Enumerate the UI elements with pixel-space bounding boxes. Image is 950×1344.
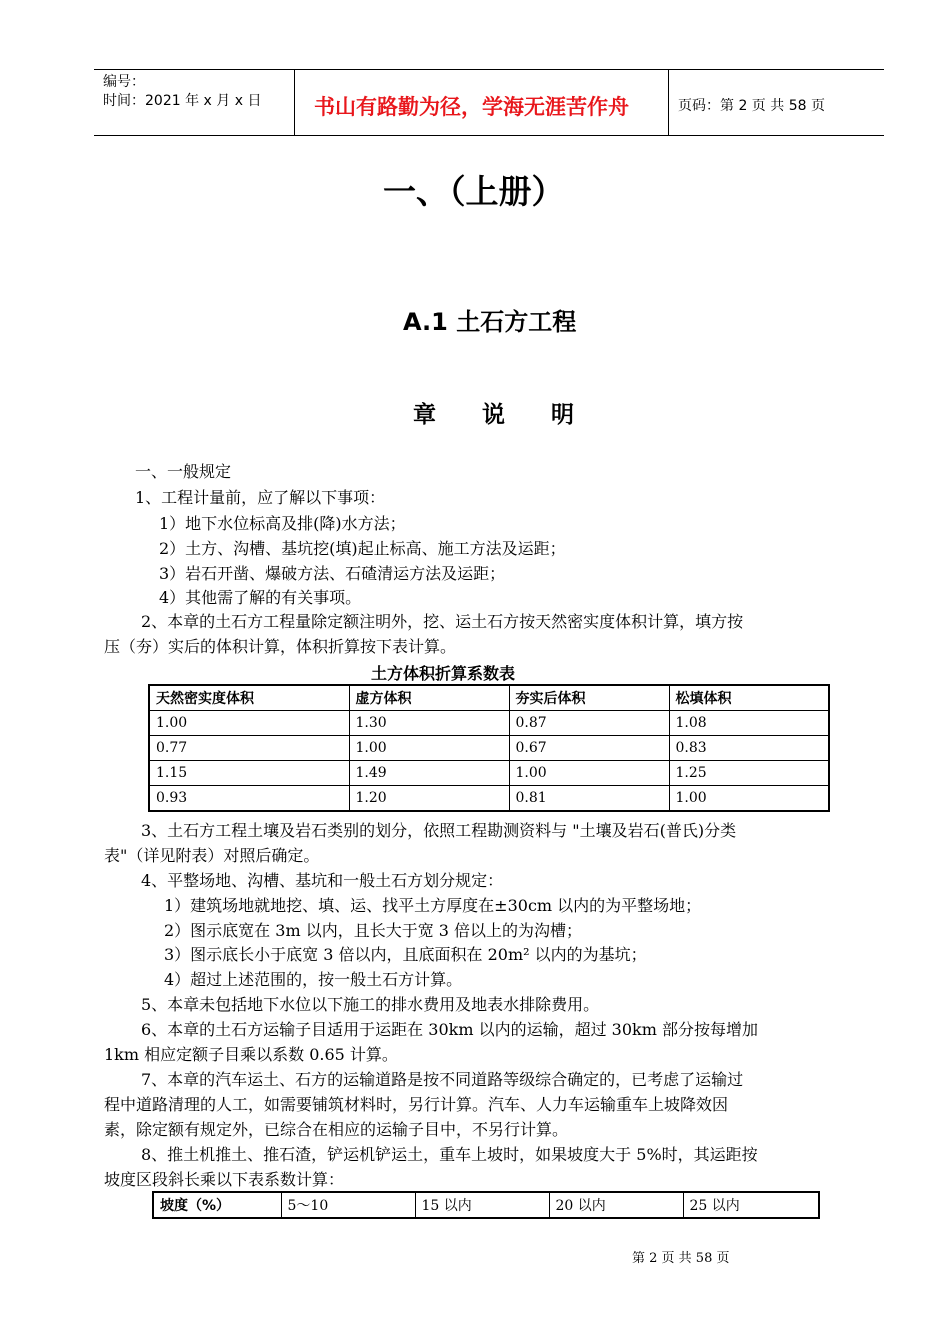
paragraph-rule-8-line-2: 坡度区段斜长乘以下表系数计算： [104, 1170, 345, 1189]
table-header-cell: 夯实后体积 [509, 685, 669, 711]
paragraph-rule-4-item-2: 2）图示底宽在 3m 以内，且长大于宽 3 倍以上的为沟槽； [164, 921, 583, 940]
table-cell: 1.00 [509, 761, 669, 786]
table-cell: 25 以内 [683, 1192, 819, 1218]
slope-header-cell: 坡度（%） [153, 1192, 281, 1218]
section-title: A.1 土石方工程 [403, 308, 577, 336]
header-top-rule [94, 69, 884, 70]
table-cell: 0.83 [669, 736, 829, 761]
table-cell: 1.15 [149, 761, 349, 786]
table-header-cell: 虚方体积 [349, 685, 509, 711]
table-cell: 0.93 [149, 786, 349, 812]
paragraph-rule-7-line-3: 素，除定额有规定外，已综合在相应的运输子目中，不另行计算。 [104, 1120, 569, 1139]
header-divider-left [294, 69, 295, 136]
chapter-title: 章 说 明 [413, 402, 574, 428]
paragraph-rule-2-line-2: 压（夯）实后的体积计算，体积折算按下表计算。 [104, 637, 457, 656]
paragraph-rule-7-line-2: 程中道路清理的人工，如需要铺筑材料时，另行计算。汽车、人力车运输重车上坡降效因 [104, 1095, 729, 1114]
volume-title: 一、（上册） [383, 172, 565, 211]
table-cell: 1.25 [669, 761, 829, 786]
table-cell: 0.87 [509, 711, 669, 736]
table-cell: 1.49 [349, 761, 509, 786]
paragraph-rule-1: 1、工程计量前，应了解以下事项： [135, 488, 386, 507]
table-cell: 1.20 [349, 786, 509, 812]
table-caption: 土方体积折算系数表 [371, 664, 516, 683]
paragraph-rule-2-line-1: 2、本章的土石方工程量除定额注明外，挖、运土石方按天然密实度体积计算，填方按 [141, 612, 744, 631]
paragraph-rule-8-line-1: 8、推土机推土、推石渣，铲运机铲运土，重车上坡时，如果坡度大于 5%时，其运距按 [141, 1145, 758, 1164]
table-row [149, 711, 829, 736]
paragraph-rule-4-item-4: 4）超过上述范围的，按一般土石方计算。 [164, 970, 463, 989]
document-time-label: 时间：2021 年 x 月 x 日 [103, 93, 262, 109]
paragraph-rule-1-item-1: 1）地下水位标高及排(降)水方法； [159, 514, 406, 533]
paragraph-general-rules: 一、一般规定 [135, 462, 232, 481]
slope-coefficient-table [152, 1191, 820, 1219]
page-footer: 第 2 页 共 58 页 [632, 1251, 730, 1266]
paragraph-rule-1-item-4: 4）其他需了解的有关事项。 [159, 588, 362, 607]
paragraph-rule-4-item-3: 3）图示底长小于底宽 3 倍以内，且底面积在 20m² 以内的为基坑； [164, 945, 647, 964]
table-cell: 1.00 [669, 786, 829, 812]
table-cell: 1.00 [349, 736, 509, 761]
paragraph-rule-4-item-1: 1）建筑场地就地挖、填、运、找平土方厚度在±30cm 以内的为平整场地； [164, 896, 702, 915]
table-cell: 1.30 [349, 711, 509, 736]
table-header-cell: 松填体积 [669, 685, 829, 711]
conversion-table [148, 684, 830, 812]
table-row [153, 1192, 819, 1218]
header-page-label: 页码：第 2 页 共 58 页 [678, 98, 825, 114]
header-motto: 书山有路勤为径，学海无涯苦作舟 [314, 95, 629, 119]
table-header-row [149, 685, 829, 711]
paragraph-rule-6-line-2: 1km 相应定额子目乘以系数 0.65 计算。 [104, 1045, 398, 1064]
header-divider-right [668, 69, 669, 136]
table-row [149, 736, 829, 761]
table-row [149, 786, 829, 812]
header-bottom-rule [94, 135, 884, 136]
table-row [149, 761, 829, 786]
paragraph-rule-1-item-2: 2）土方、沟槽、基坑挖(填)起止标高、施工方法及运距； [159, 539, 566, 558]
table-cell: 5～10 [281, 1192, 415, 1218]
table-cell: 20 以内 [549, 1192, 683, 1218]
paragraph-rule-6-line-1: 6、本章的土石方运输子目适用于运距在 30km 以内的运输，超过 30km 部分按每增加 [141, 1020, 758, 1039]
table-cell: 15 以内 [415, 1192, 549, 1218]
table-cell: 0.67 [509, 736, 669, 761]
table-cell: 1.00 [149, 711, 349, 736]
paragraph-rule-4: 4、平整场地、沟槽、基坑和一般土石方划分规定： [141, 871, 504, 890]
table-cell: 0.81 [509, 786, 669, 812]
document-number-label: 编号： [103, 74, 145, 90]
paragraph-rule-1-item-3: 3）岩石开凿、爆破方法、石碴清运方法及运距； [159, 564, 506, 583]
table-header-cell: 天然密实度体积 [149, 685, 349, 711]
paragraph-rule-5: 5、本章未包括地下水位以下施工的排水费用及地表水排除费用。 [141, 995, 600, 1014]
paragraph-rule-3-line-2: 表"（详见附表）对照后确定。 [104, 846, 320, 865]
paragraph-rule-3-line-1: 3、土石方工程土壤及岩石类别的划分，依照工程勘测资料与 "土壤及岩石(普氏)分类 [141, 821, 737, 840]
table-cell: 0.77 [149, 736, 349, 761]
paragraph-rule-7-line-1: 7、本章的汽车运土、石方的运输道路是按不同道路等级综合确定的，已考虑了运输过 [141, 1070, 744, 1089]
table-cell: 1.08 [669, 711, 829, 736]
